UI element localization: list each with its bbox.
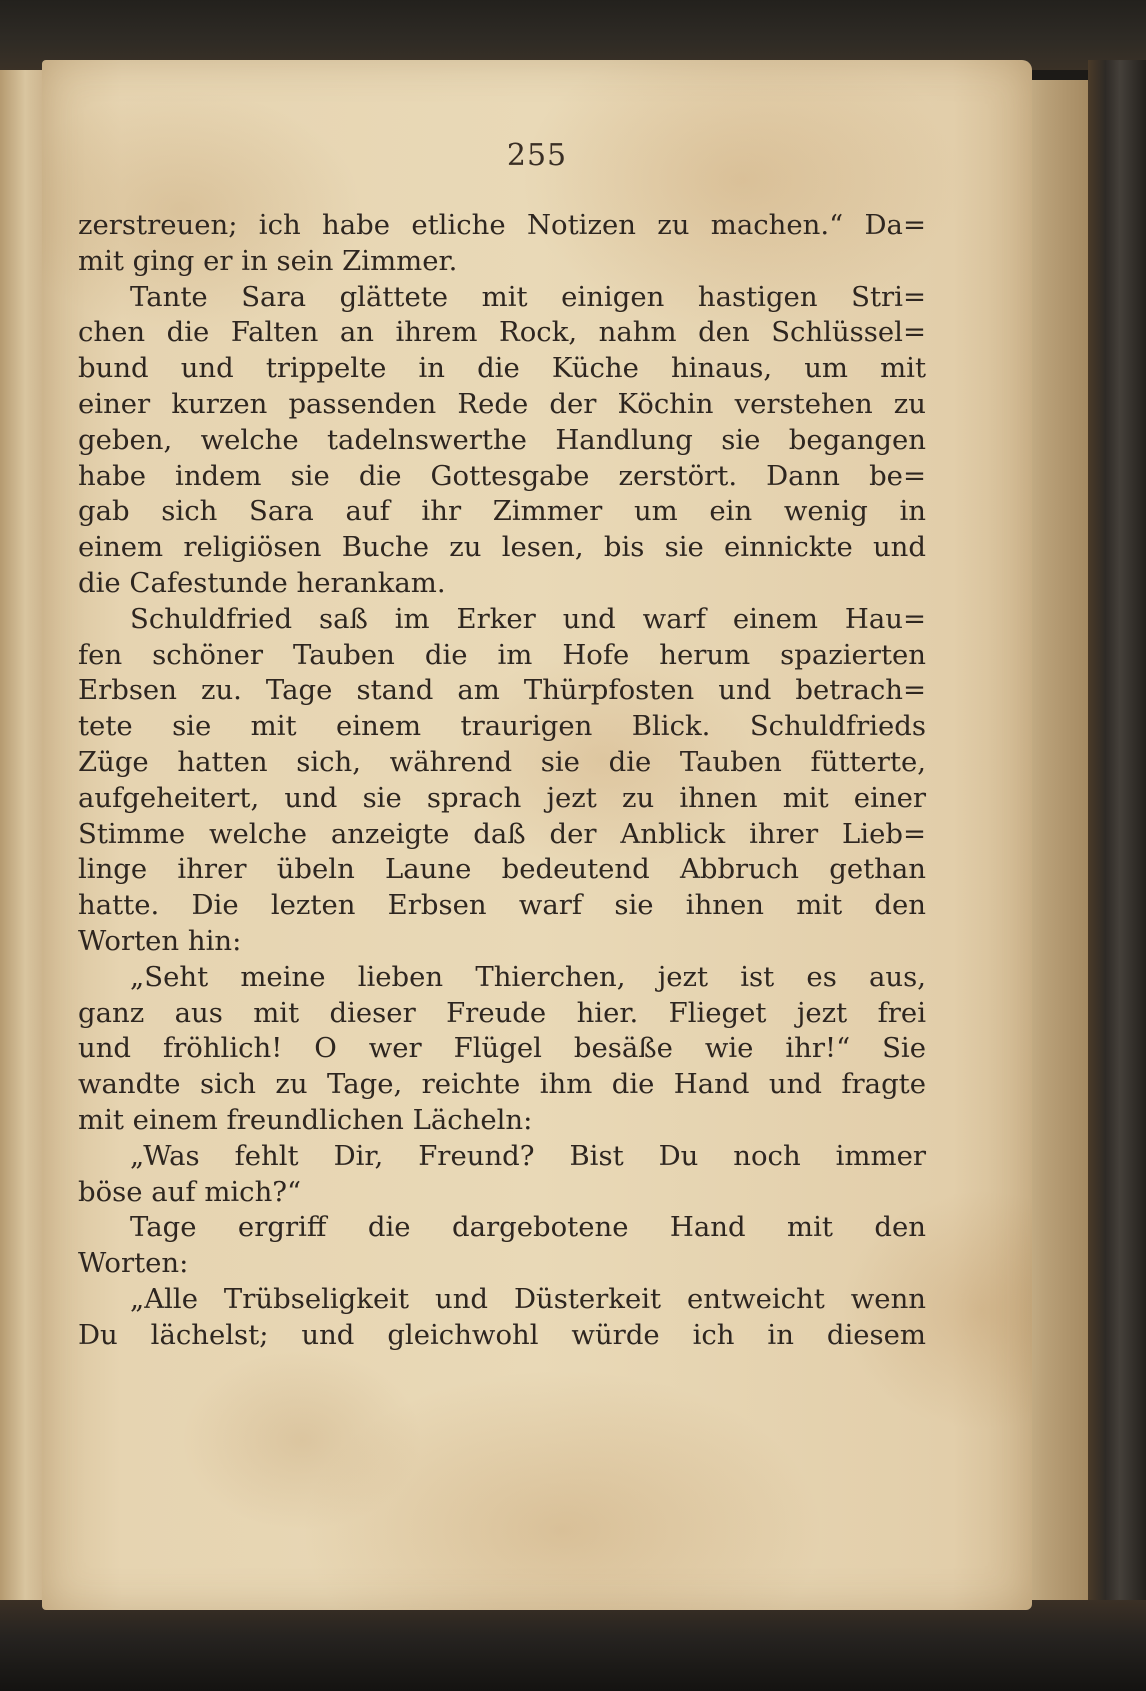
book-binding-edge bbox=[1088, 60, 1146, 1620]
text-line: „Alle Trübseligkeit und Düsterkeit entweicht wenn bbox=[130, 1282, 926, 1315]
text-line: aufgeheitert, und sie sprach jezt zu ihnen mit einer bbox=[78, 781, 926, 814]
text-line: geben, welche tadelnswerthe Handlung sie begangen bbox=[78, 423, 926, 456]
text-line: „Was fehlt Dir, Freund? Bist Du noch immer bbox=[130, 1139, 926, 1172]
text-line: Stimme welche anzeigte daß der Anblick ihrer Lieb= bbox=[78, 817, 926, 850]
text-line: und fröhlich! O wer Flügel besäße wie ihr!“ Sie bbox=[78, 1032, 926, 1065]
previous-page-edge bbox=[0, 70, 43, 1610]
text-line: bund und trippelte in die Küche hinaus, um mit bbox=[78, 352, 926, 385]
text-line: mit ging er in sein Zimmer. bbox=[78, 244, 458, 277]
book-page bbox=[42, 60, 1032, 1610]
text-line: ganz aus mit dieser Freude hier. Flieget jezt frei bbox=[78, 996, 926, 1029]
text-line: wandte sich zu Tage, reichte ihm die Hand und fragte bbox=[78, 1068, 926, 1101]
text-line: linge ihrer übeln Laune bedeutend Abbruch gethan bbox=[78, 853, 926, 886]
text-line: chen die Falten an ihrem Rock, nahm den Schlüssel= bbox=[78, 316, 926, 349]
page-number: 255 bbox=[506, 138, 568, 173]
text-line: Tage ergriff die dargebotene Hand mit den bbox=[130, 1211, 926, 1244]
text-line: einer kurzen passenden Rede der Köchin verstehen zu bbox=[78, 387, 926, 420]
book-cover-bottom bbox=[0, 1600, 1146, 1691]
text-line: einem religiösen Buche zu lesen, bis sie einnickte und bbox=[78, 531, 926, 564]
text-line: „Seht meine lieben Thierchen, jezt ist es aus, bbox=[130, 960, 926, 993]
text-line: fen schöner Tauben die im Hofe herum spazierten bbox=[78, 638, 926, 671]
page-text bbox=[78, 208, 926, 1354]
text-line: Tante Sara glättete mit einigen hastigen Stri= bbox=[130, 280, 926, 313]
text-line: gab sich Sara auf ihr Zimmer um ein wenig in bbox=[78, 495, 926, 528]
text-line: Erbsen zu. Tage stand am Thürpfosten und betrach= bbox=[78, 674, 926, 707]
text-line: hatte. Die lezten Erbsen warf sie ihnen mit den bbox=[78, 889, 926, 922]
text-line: Du lächelst; und gleichwohl würde ich in diesem bbox=[78, 1318, 926, 1351]
text-line: mit einem freundlichen Lächeln: bbox=[78, 1103, 533, 1136]
text-line: Worten: bbox=[78, 1247, 189, 1280]
text-line: habe indem sie die Gottesgabe zerstört. Dann be= bbox=[78, 459, 926, 492]
text-line: Schuldfried saß im Erker und warf einem Hau= bbox=[130, 602, 926, 635]
text-line: Züge hatten sich, während sie die Tauben fütterte, bbox=[78, 745, 926, 778]
text-line: Worten hin: bbox=[78, 924, 242, 957]
text-line: die Cafestunde herankam. bbox=[78, 566, 446, 599]
text-line: böse auf mich?“ bbox=[78, 1175, 302, 1208]
text-line: zerstreuen; ich habe etliche Notizen zu machen.“ Da= bbox=[78, 209, 926, 241]
text-line: tete sie mit einem traurigen Blick. Schuldfrieds bbox=[78, 710, 926, 743]
